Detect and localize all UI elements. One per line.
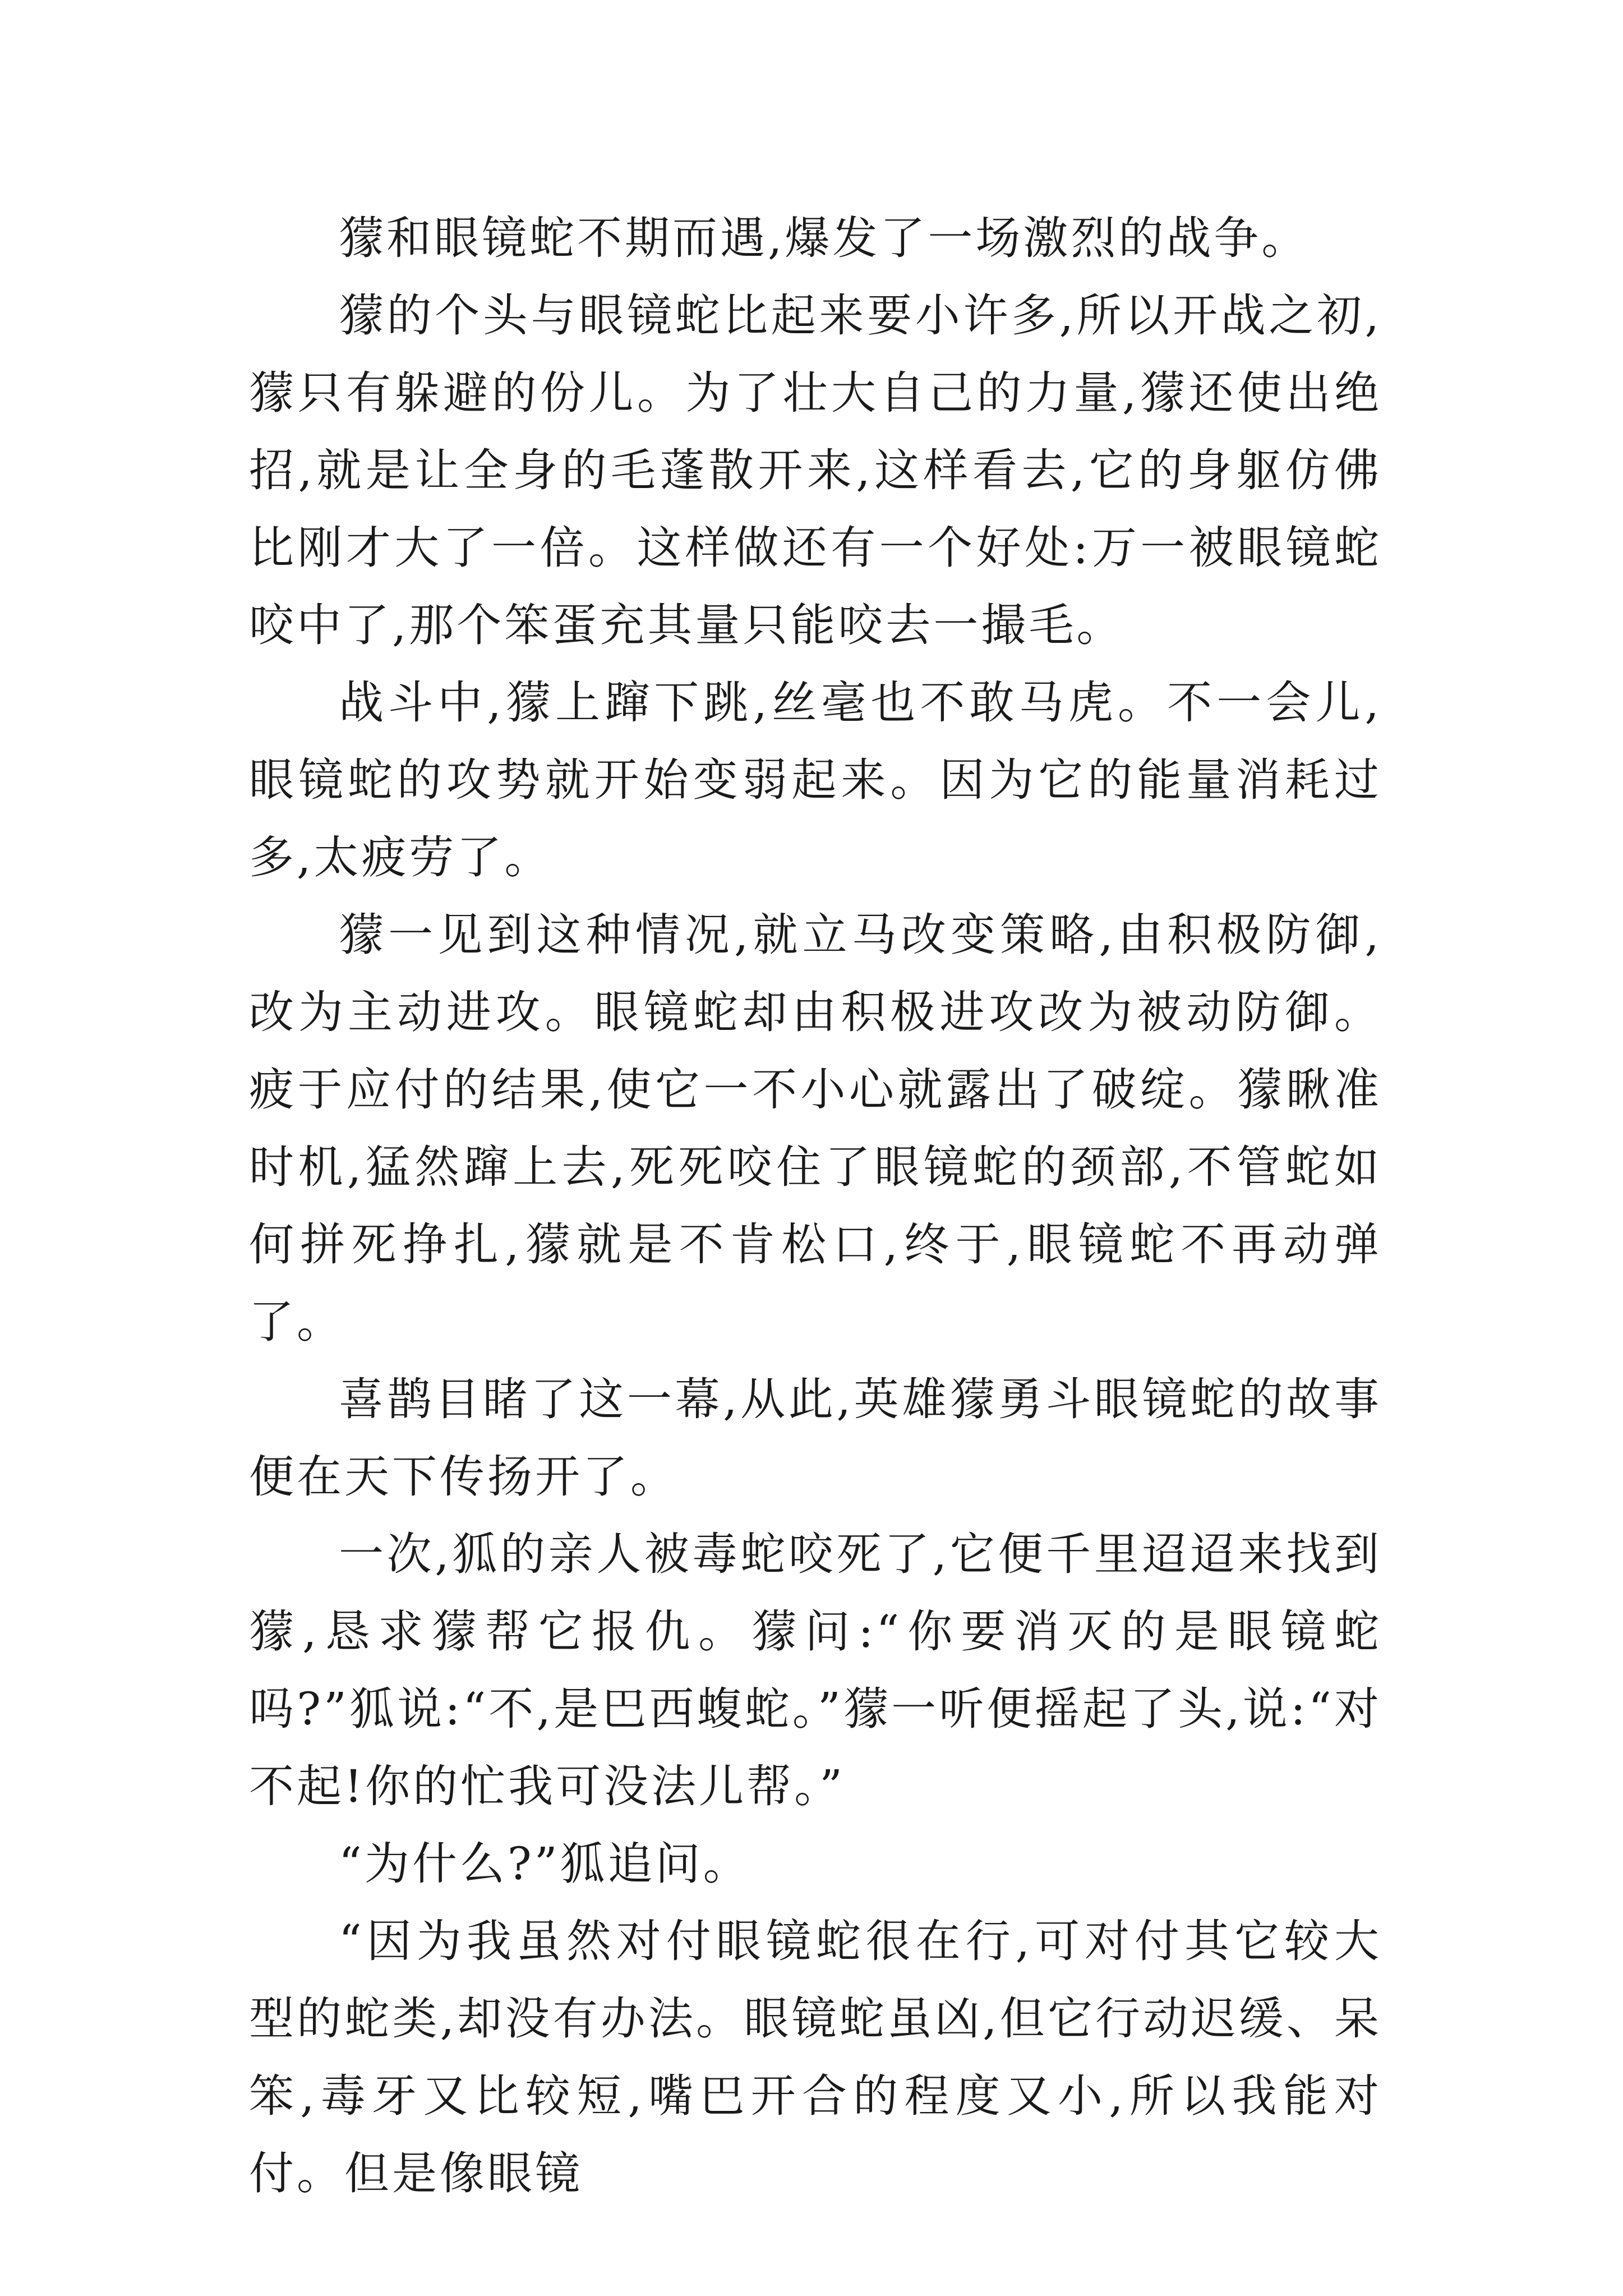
- paragraph-5: 喜鹊目睹了这一幕,从此,英雄獴勇斗眼镜蛇的故事便在天下传扬开了。: [249, 1373, 1382, 1503]
- paragraph-6: 一次,狐的亲人被毒蛇咬死了,它便千里迢迢来找到獴,恳求獴帮它报仇。獴问:“你要消灭的是眼镜蛇吗?”狐说:“不,是巴西蝮蛇。”獴一听便摇起了头,说:“对不起!你的忙我可没法儿帮。”: [249, 1528, 1382, 1812]
- paragraph-3: 战斗中,獴上蹿下跳,丝毫也不敢马虎。不一会儿,眼镜蛇的攻势就开始变弱起来。因为它的能量消耗过多,太疲劳了。: [249, 677, 1382, 884]
- paragraph-7: “为什么?”狐追问。: [339, 1838, 751, 1890]
- paragraph-8: “因为我虽然对付眼镜蛇很在行,可对付其它较大型的蛇类,却没有办法。眼镜蛇虽凶,但它行动迟缓、呆笨,毒牙又比较短,嘴巴开合的程度又小,所以我能对付。但是像眼镜: [249, 1915, 1382, 2200]
- story-text: [249, 200, 1382, 2212]
- paragraph-1: 獴和眼镜蛇不期而遇,爆发了一场激烈的战争。: [339, 212, 1310, 264]
- paragraph-4: 獴一见到这种情况,就立马改变策略,由积极防御,改为主动进攻。眼镜蛇却由积极进攻改为被动防御。疲于应付的结果,使它一不小心就露出了破绽。獴瞅准时机,猛然蹿上去,死死咬住了眼镜蛇的颈部,不管蛇如何拼死挣扎,獴就是不肯松口,终于,眼镜蛇不再动弹了。: [249, 909, 1382, 1348]
- paragraph-2: 獴的个头与眼镜蛇比起来要小许多,所以开战之初,獴只有躲避的份儿。为了壮大自己的力量,獴还使出绝招,就是让全身的毛蓬散开来,这样看去,它的身躯仿佛比刚才大了一倍。这样做还有一个好处:万一被眼镜蛇咬中了,那个笨蛋充其量只能咬去一撮毛。: [249, 289, 1382, 651]
